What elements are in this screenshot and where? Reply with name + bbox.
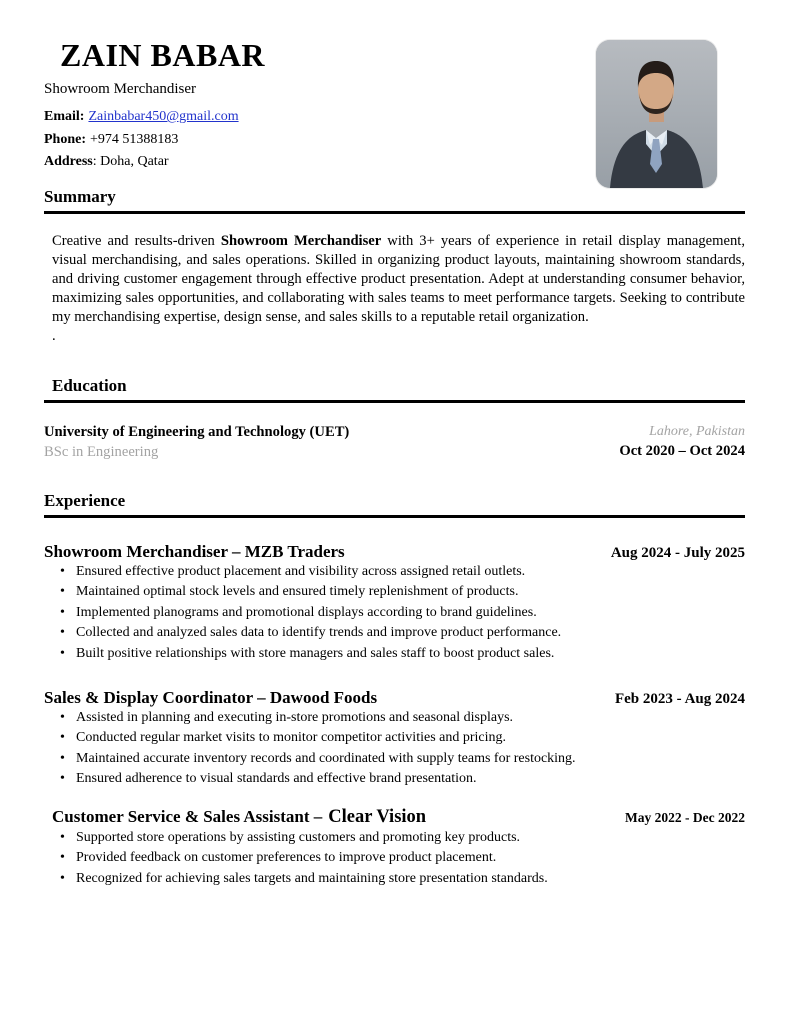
education-heading: Education <box>44 376 745 403</box>
phone-value: +974 51388183 <box>90 131 179 147</box>
summary-paragraph <box>52 232 745 327</box>
person-name: ZAIN BABAR <box>60 37 266 73</box>
education-school: University of Engineering and Technology (UET) <box>44 424 350 441</box>
education-degree: BSc in Engineering <box>44 443 159 460</box>
job-dates: May 2022 - Dec 2022 <box>625 809 745 825</box>
job-title-row <box>44 542 745 562</box>
education-dates: Oct 2020 – Oct 2024 <box>619 443 745 460</box>
bullet-item: • Ensured effective product placement and visibility across assigned retail outlets. <box>60 562 745 582</box>
job-entry-clear-vision <box>44 807 745 889</box>
summary-section <box>44 187 745 346</box>
job-entry-dawood-foods <box>44 688 745 789</box>
job-entry-mzb-traders <box>44 542 745 664</box>
summary-trailing-mark: . <box>52 328 56 345</box>
experience-section <box>44 491 745 889</box>
phone-label: Phone: <box>44 131 86 147</box>
address-label: Address <box>44 153 93 169</box>
summary-text-before: Creative and results-driven <box>52 233 221 250</box>
job-title-emphasis: Clear Vision <box>328 806 427 827</box>
education-left <box>44 423 349 462</box>
bullet-item: • Recognized for achieving sales targets and maintaining store presentation standards. <box>60 869 745 889</box>
bullet-item: • Maintained accurate inventory records and coordinated with supply teams for restocking. <box>60 749 745 769</box>
portrait-photo-graphic <box>596 40 717 188</box>
profile-photo <box>596 40 717 188</box>
bullet-item: • Assisted in planning and executing in-store promotions and seasonal displays. <box>60 708 745 728</box>
email-link[interactable]: Zainbabar450@gmail.com <box>88 109 239 125</box>
bullet-item: • Implemented planograms and promotional displays according to brand guidelines. <box>60 603 745 623</box>
job-title-row <box>44 688 745 708</box>
education-entry <box>44 423 745 462</box>
experience-heading: Experience <box>44 491 745 518</box>
email-label: Email: <box>44 109 85 125</box>
job-title: Sales & Display Coordinator – Dawood Foods <box>44 687 378 707</box>
education-right <box>619 423 745 462</box>
job-bullet-list <box>44 708 745 789</box>
summary-text-after: with 3+ years of experience in retail display management, visual merchandising, and sales operations. Skilled in organizing product layouts, maintaining showroom standards, and driving customer engagement through effective product presentation. Adept at understanding consumer behavior, maximizing sales opportunities, and collaborating with sales teams to meet performance targets. Seeking to contribute my merchandising expertise, design sense, and sales skills to a reputable retail organization. <box>52 233 745 326</box>
summary-text-bold: Showroom Merchandiser <box>220 233 382 250</box>
resume-header <box>44 38 745 173</box>
job-title <box>52 807 426 828</box>
job-dates: Feb 2023 - Aug 2024 <box>614 690 745 707</box>
bullet-item: • Built positive relationships with store managers and sales staff to boost product sales. <box>60 644 745 664</box>
job-title: Showroom Merchandiser – MZB Traders <box>44 541 345 561</box>
person-job-title: Showroom Merchandiser <box>44 81 197 98</box>
job-dates: Aug 2024 - July 2025 <box>610 544 745 561</box>
bullet-item: • Provided feedback on customer preferences to improve product placement. <box>60 848 745 868</box>
summary-heading: Summary <box>44 187 745 214</box>
education-section <box>44 376 745 462</box>
job-bullet-list <box>44 828 745 889</box>
job-bullet-list <box>44 562 745 664</box>
address-value: : Doha, Qatar <box>92 153 169 169</box>
job-title-row <box>44 807 745 828</box>
education-location: Lahore, Pakistan <box>649 424 745 440</box>
bullet-item: • Supported store operations by assisting customers and promoting key products. <box>60 828 745 848</box>
bullet-item: • Collected and analyzed sales data to identify trends and improve product performance. <box>60 623 745 643</box>
job-title-main: Customer Service & Sales Assistant – <box>52 806 323 826</box>
bullet-item: • Ensured adherence to visual standards and effective brand presentation. <box>60 769 745 789</box>
bullet-item: • Conducted regular market visits to monitor competitor activities and pricing. <box>60 728 745 748</box>
bullet-item: • Maintained optimal stock levels and ensured timely replenishment of products. <box>60 582 745 602</box>
